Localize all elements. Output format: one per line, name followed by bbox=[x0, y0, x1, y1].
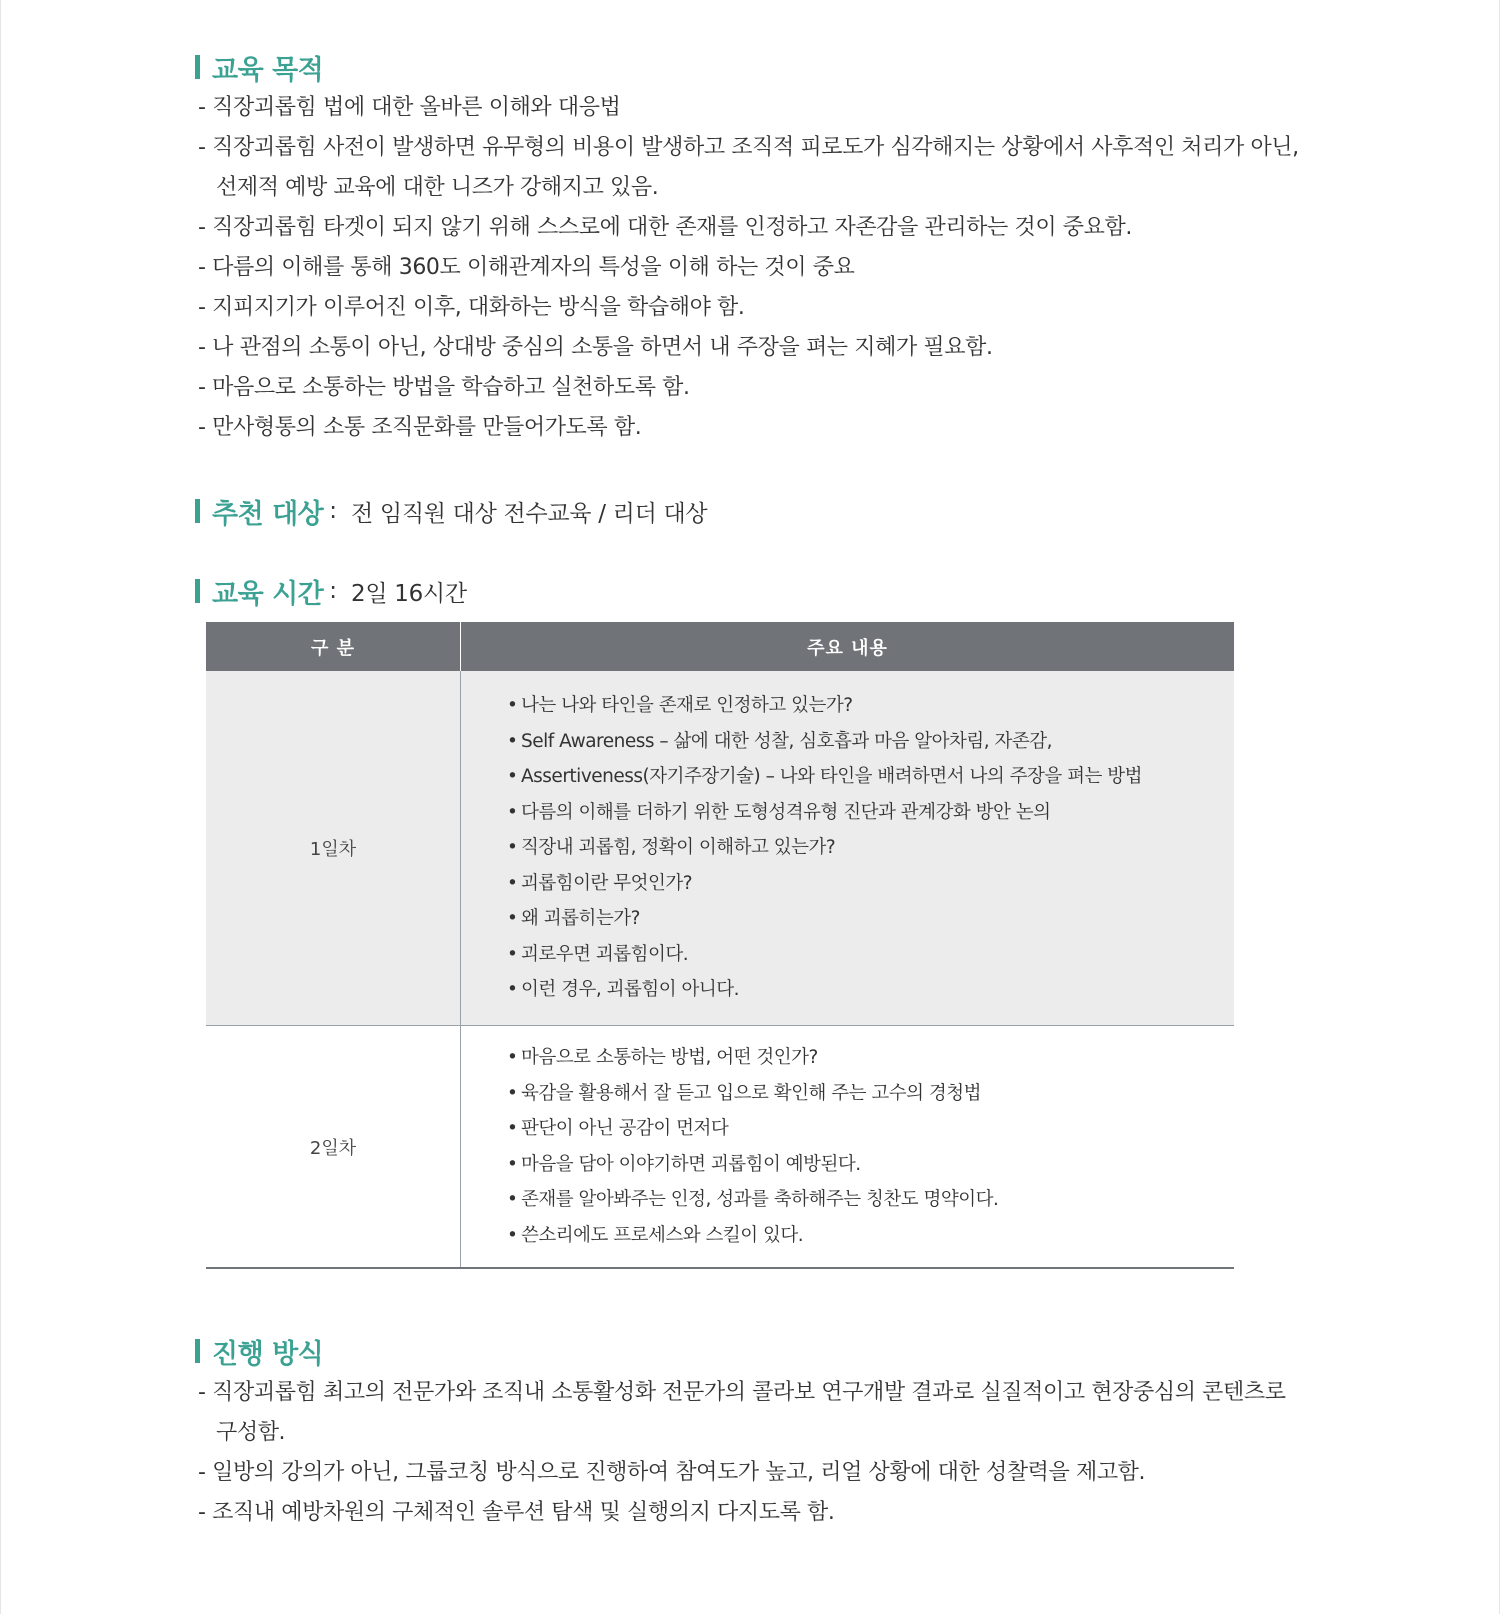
bullet-dot: • bbox=[507, 730, 518, 752]
bullet-dot: • bbox=[507, 1118, 518, 1139]
purpose-list bbox=[198, 88, 1308, 448]
method-heading bbox=[195, 1331, 323, 1371]
table-row bbox=[206, 1026, 1234, 1269]
content-list bbox=[461, 688, 1234, 1008]
duration-value: 2일 16시간 bbox=[350, 580, 467, 607]
bullet-dot: • bbox=[507, 837, 518, 859]
schedule-table bbox=[206, 622, 1234, 1269]
bullet-dot: • bbox=[507, 979, 518, 1001]
heading-bar-marker bbox=[195, 579, 200, 603]
bullet-dot: • bbox=[507, 872, 518, 894]
bullet-dot: • bbox=[507, 908, 518, 930]
table-header-row bbox=[206, 622, 1234, 671]
content-item: • 다름의 이해를 더하기 위한 도형성격유형 진단과 관계강화 방안 논의 bbox=[507, 795, 1234, 831]
method-item: - 일방의 강의가 아닌, 그룹코칭 방식으로 진행하여 참여도가 높고, 리얼 상황에 대한 성찰력을 제고함. bbox=[198, 1460, 1146, 1485]
purpose-item: - 직장괴롭힘 사전이 발생하면 유무형의 비용이 발생하고 조직적 피로도가 심각해지는 상황에서 사후적인 처리가 아닌, 선제적 예방 교육에 대한 니즈가 강해지고 있음. bbox=[198, 135, 1299, 200]
bullet-dot: • bbox=[507, 695, 518, 717]
bullet-dot: • bbox=[507, 1153, 518, 1175]
content-item: • 괴롭힘이란 무엇인가? bbox=[507, 866, 1234, 902]
target-heading bbox=[195, 491, 707, 531]
content-item: • 마음을 담아 이야기하면 괴롭힘이 예방된다. bbox=[507, 1147, 1234, 1183]
column-header-content: 주요 내용 bbox=[461, 622, 1235, 671]
purpose-item: - 나 관점의 소통이 아닌, 상대방 중심의 소통을 하면서 내 주장을 펴는 지혜가 필요함. bbox=[198, 335, 993, 360]
heading-bar-marker bbox=[195, 1339, 200, 1363]
duration-title: 교육 시간 bbox=[212, 578, 324, 610]
content-item: • 마음으로 소통하는 방법, 어떤 것인가? bbox=[507, 1040, 1234, 1076]
content-cell bbox=[461, 1026, 1235, 1269]
purpose-title: 교육 목적 bbox=[212, 54, 324, 86]
purpose-item: - 지피지기가 이루어진 이후, 대화하는 방식을 학습해야 함. bbox=[198, 295, 745, 320]
target-colon: : bbox=[329, 498, 337, 524]
method-list bbox=[198, 1373, 1308, 1533]
content-item: • Self Awareness – 삶에 대한 성찰, 심호흡과 마음 알아차림, 자존감, bbox=[507, 724, 1234, 760]
content-cell bbox=[461, 671, 1235, 1026]
content-item: • 쓴소리에도 프로세스와 스킬이 있다. bbox=[507, 1218, 1234, 1254]
duration-colon: : bbox=[329, 578, 337, 604]
content-item: • 존재를 알아봐주는 인정, 성과를 축하해주는 칭찬도 명약이다. bbox=[507, 1182, 1234, 1218]
purpose-item: - 다름의 이해를 통해 360도 이해관계자의 특성을 이해 하는 것이 중요 bbox=[198, 255, 855, 280]
table-row bbox=[206, 671, 1234, 1026]
bullet-dot: • bbox=[507, 1047, 518, 1068]
content-list bbox=[461, 1040, 1234, 1253]
content-item: • 판단이 아닌 공감이 먼저다 bbox=[507, 1111, 1234, 1147]
purpose-item: - 직장괴롭힘 법에 대한 올바른 이해와 대응법 bbox=[198, 95, 621, 120]
heading-bar-marker bbox=[195, 55, 200, 79]
purpose-item: - 마음으로 소통하는 방법을 학습하고 실천하도록 함. bbox=[198, 375, 690, 400]
day-label: 2일차 bbox=[206, 1026, 461, 1269]
target-value: 전 임직원 대상 전수교육 / 리더 대상 bbox=[350, 500, 708, 527]
bullet-dot: • bbox=[507, 766, 518, 788]
content-item: • 이런 경우, 괴롭힘이 아니다. bbox=[507, 972, 1234, 1008]
bullet-dot: • bbox=[507, 801, 518, 823]
bullet-dot: • bbox=[507, 1224, 518, 1246]
content-item: • Assertiveness(자기주장기술) – 나와 타인을 배려하면서 나의 주장을 펴는 방법 bbox=[507, 759, 1234, 795]
duration-heading bbox=[195, 571, 467, 611]
purpose-item: - 만사형통의 소통 조직문화를 만들어가도록 함. bbox=[198, 415, 642, 440]
page-border-left bbox=[0, 0, 1, 1614]
content-item: • 왜 괴롭히는가? bbox=[507, 901, 1234, 937]
method-item: - 직장괴롭힘 최고의 전문가와 조직내 소통활성화 전문가의 콜라보 연구개발 결과로 실질적이고 현장중심의 콘텐츠로 구성함. bbox=[198, 1380, 1286, 1445]
day-label: 1일차 bbox=[206, 671, 461, 1026]
bullet-dot: • bbox=[507, 943, 518, 965]
target-title: 추천 대상 bbox=[212, 498, 324, 530]
heading-bar-marker bbox=[195, 499, 200, 523]
purpose-heading bbox=[195, 47, 323, 87]
bullet-dot: • bbox=[507, 1082, 518, 1104]
content-item: • 괴로우면 괴롭힘이다. bbox=[507, 937, 1234, 973]
content-item: • 직장내 괴롭힘, 정확이 이해하고 있는가? bbox=[507, 830, 1234, 866]
bullet-dot: • bbox=[507, 1189, 518, 1210]
purpose-item: - 직장괴롭힘 타겟이 되지 않기 위해 스스로에 대한 존재를 인정하고 자존감을 관리하는 것이 중요함. bbox=[198, 215, 1132, 240]
method-title: 진행 방식 bbox=[212, 1338, 324, 1370]
content-item: • 나는 나와 타인을 존재로 인정하고 있는가? bbox=[507, 688, 1234, 724]
method-item: - 조직내 예방차원의 구체적인 솔루션 탐색 및 실행의지 다지도록 함. bbox=[198, 1500, 835, 1525]
content-item: • 육감을 활용해서 잘 듣고 입으로 확인해 주는 고수의 경청법 bbox=[507, 1076, 1234, 1112]
column-header-category: 구 분 bbox=[206, 622, 461, 671]
